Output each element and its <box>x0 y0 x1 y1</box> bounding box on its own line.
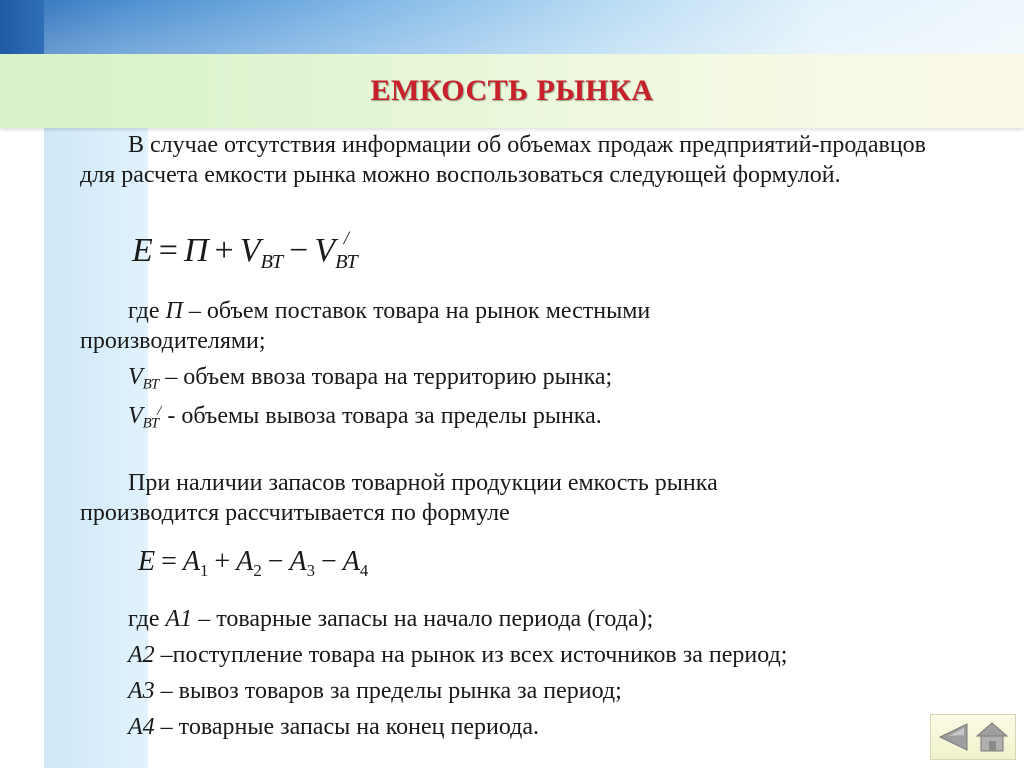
back-arrow-icon <box>937 721 971 753</box>
formula2-var-e: E <box>138 546 156 577</box>
formula-var-v-export: V <box>314 231 336 269</box>
formula-sub-export: ВТ <box>335 250 358 273</box>
def-p-text: – объем поставок товара на рынок местными <box>182 298 651 324</box>
formula-plus: + <box>214 231 234 269</box>
home-icon <box>975 721 1009 753</box>
slide-title: ЕМКОСТЬ РЫНКА <box>370 74 654 107</box>
formula2-plus: + <box>214 546 231 577</box>
def-sup-export: / <box>157 403 162 419</box>
para2-line1: При наличии запасов товарной продукции емкость рынка <box>128 470 718 496</box>
formula-var-v-import: V <box>239 231 261 269</box>
formula-market-capacity <box>132 228 358 274</box>
definition-a4 <box>80 712 1024 742</box>
def-var-a1: А1 <box>165 606 193 632</box>
def-var-a4: А4 <box>128 714 155 740</box>
formula2-equals: = <box>161 546 177 577</box>
formula2-sub-3: 3 <box>306 560 315 580</box>
def-a1-text: – товарные запасы на начало периода (года); <box>192 606 654 632</box>
def-v-export-text: - объемы вывоза товара за пределы рынка. <box>161 403 602 430</box>
formula2-var-a4: A <box>342 546 360 577</box>
formula-inventory <box>138 546 368 581</box>
back-button[interactable] <box>937 721 971 753</box>
definition-a2 <box>80 640 1024 670</box>
definition-a3 <box>80 676 1024 706</box>
def-var-a2: А2 <box>128 642 155 668</box>
def-v-import-text: – объем ввоза товара на территорию рынка; <box>159 364 613 390</box>
definition-p <box>80 296 1024 326</box>
formula2-var-a3: A <box>289 546 307 577</box>
def-var-v-import: V <box>128 364 143 390</box>
def-var-v-export: V <box>128 403 143 430</box>
formula-var-p: П <box>183 231 209 269</box>
formula-prime: / <box>343 228 349 249</box>
formula2-sub-2: 2 <box>253 560 262 580</box>
formula-sub-import: ВТ <box>260 250 284 273</box>
def-sub-import: ВТ <box>142 376 160 393</box>
formula2-minus-2: − <box>321 546 337 577</box>
formula2-var-a2: A <box>236 546 254 577</box>
home-button[interactable] <box>975 721 1009 753</box>
navigation-panel <box>930 714 1016 760</box>
definition-v-export <box>80 396 1024 439</box>
formula-minus: − <box>289 231 309 269</box>
def-a3-text: – вывоз товаров за пределы рынка за период; <box>154 678 622 704</box>
top-decorative-band <box>0 0 1024 56</box>
intro-paragraph: В случае отсутствия информации об объемах продаж предприятий-продавцов для расчета емкости рынка можно воспользоваться следующей формулой. <box>80 132 926 188</box>
formula2-var-a1: A <box>182 546 201 577</box>
formula2-sub-1: 1 <box>200 560 209 580</box>
formula-var-e: E <box>132 231 153 269</box>
para2-line2: производится рассчитывается по формуле <box>80 500 510 526</box>
definition-v-import <box>80 362 1024 399</box>
definition-p-continued: производителями; <box>80 328 266 354</box>
def-var-p: П <box>165 298 183 324</box>
def-a2-text: –поступление товара на рынок из всех источников за период; <box>154 642 788 668</box>
top-left-corner <box>0 0 44 56</box>
def-a-prefix: где <box>128 606 166 632</box>
def-prefix: где <box>128 298 166 324</box>
formula2-minus-1: − <box>267 546 284 577</box>
definition-a1 <box>80 604 1024 634</box>
def-a4-text: – товарные запасы на конец периода. <box>154 714 540 740</box>
formula2-sub-4: 4 <box>359 560 369 580</box>
formula-equals: = <box>158 231 178 269</box>
def-var-a3: А3 <box>128 678 155 704</box>
def-sub-export: ВТ <box>142 415 160 432</box>
